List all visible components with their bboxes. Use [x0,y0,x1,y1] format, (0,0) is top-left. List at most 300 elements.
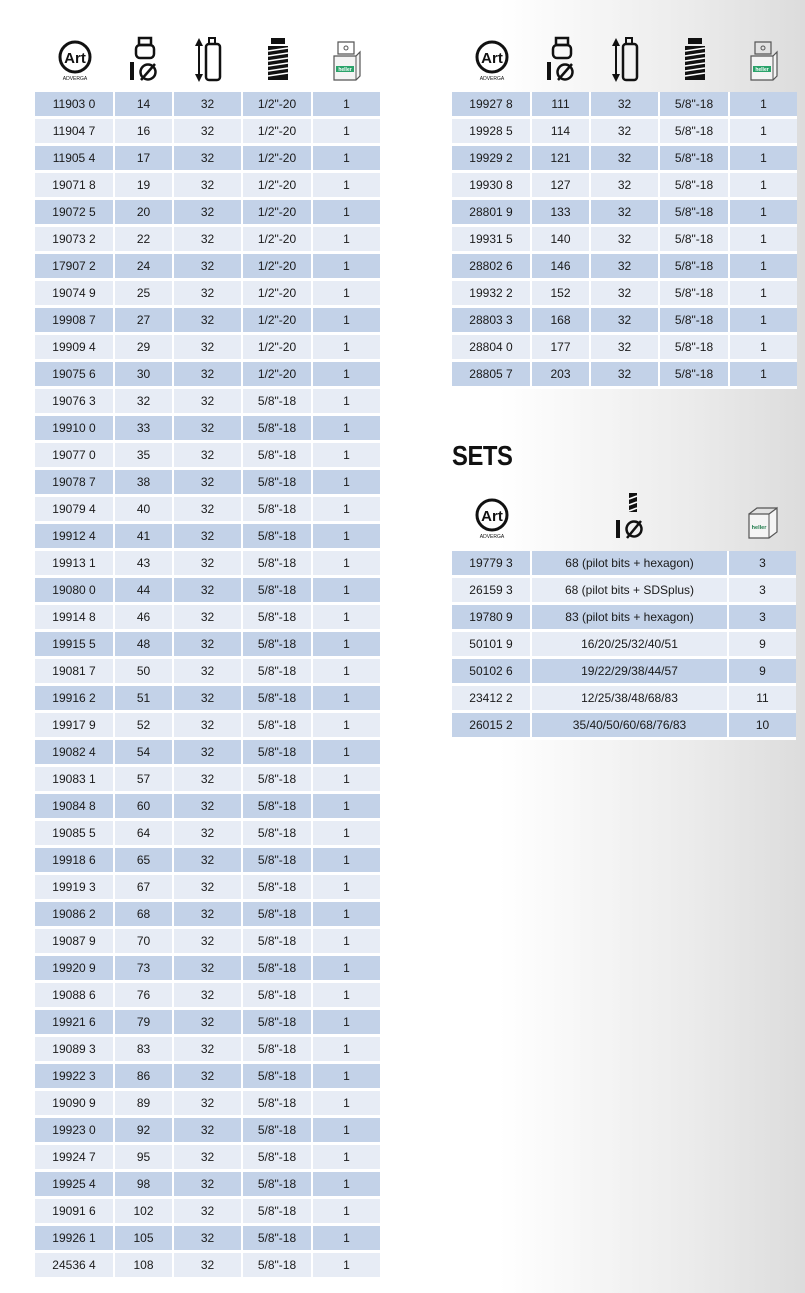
thread-cell: 1/2"-20 [243,146,313,173]
bit-diameter-icon [532,492,729,540]
table-row [35,632,380,659]
art-number-cell: 19074 9 [35,281,115,308]
length-cell: 32 [591,308,660,335]
table-row [35,1172,380,1199]
art-number-cell: 19076 3 [35,389,115,416]
thread-cell: 5/8"-18 [243,983,313,1010]
thread-cell: 5/8"-18 [243,902,313,929]
art-number-cell: 11904 7 [35,119,115,146]
art-number-cell: 19089 3 [35,1037,115,1064]
diameter-cell: 24 [115,254,174,281]
pack-quantity-cell: 11 [729,686,796,713]
length-cell: 32 [591,119,660,146]
table-row [35,956,380,983]
table-row [35,200,380,227]
thread-cell: 5/8"-18 [243,686,313,713]
art-number-cell: 19088 6 [35,983,115,1010]
pack-quantity-cell: 1 [313,632,380,659]
pack-quantity-icon [313,34,380,82]
table-row [35,902,380,929]
length-cell: 32 [174,416,243,443]
shank-diameter-icon [532,34,591,82]
pack-quantity-cell: 1 [313,497,380,524]
diameter-cell: 133 [532,200,591,227]
table-row [35,1226,380,1253]
art-number-cell: 28803 3 [452,308,532,335]
pack-quantity-cell: 1 [730,335,797,362]
thread-cell: 5/8"-18 [243,821,313,848]
length-cell: 32 [174,821,243,848]
diameter-cell: 108 [115,1253,174,1280]
right-product-table [452,92,797,389]
pack-quantity-cell: 1 [730,362,797,389]
diameter-cell: 114 [532,119,591,146]
length-cell: 32 [174,929,243,956]
length-cell: 32 [591,227,660,254]
pack-quantity-cell: 3 [729,551,796,578]
pack-quantity-cell: 1 [313,1118,380,1145]
pack-quantity-cell: 1 [730,281,797,308]
thread-cell: 5/8"-18 [660,335,730,362]
pack-quantity-icon [729,492,796,540]
diameter-cell: 111 [532,92,591,119]
pack-quantity-cell: 1 [313,146,380,173]
diameter-cell: 68 [115,902,174,929]
length-cell: 32 [174,227,243,254]
diameter-cell: 65 [115,848,174,875]
art-number-cell: 19923 0 [35,1118,115,1145]
diameter-cell: 79 [115,1010,174,1037]
thread-cell: 5/8"-18 [243,1253,313,1280]
diameter-cell: 25 [115,281,174,308]
pack-quantity-cell: 1 [313,281,380,308]
sets-table-header [452,492,796,540]
thread-cell: 1/2"-20 [243,173,313,200]
art-number-cell: 19086 2 [35,902,115,929]
table-row [452,632,796,659]
thread-cell: 1/2"-20 [243,335,313,362]
table-row [35,767,380,794]
table-row [35,794,380,821]
thread-cell: 5/8"-18 [243,659,313,686]
length-cell: 32 [591,254,660,281]
table-row [452,362,797,389]
table-row [452,551,796,578]
thread-cell: 5/8"-18 [243,1172,313,1199]
length-cell: 32 [174,281,243,308]
length-cell: 32 [591,146,660,173]
table-row [452,254,797,281]
pack-quantity-cell: 1 [313,848,380,875]
thread-cell: 1/2"-20 [243,308,313,335]
diameter-cell: 83 [115,1037,174,1064]
table-row [35,1037,380,1064]
length-cell: 32 [591,281,660,308]
pack-quantity-cell: 1 [313,119,380,146]
length-cell: 32 [174,1010,243,1037]
table-row [35,1010,380,1037]
art-number-cell: 19909 4 [35,335,115,362]
art-number-cell: 19913 1 [35,551,115,578]
pack-quantity-cell: 1 [313,1091,380,1118]
shank-diameter-icon [115,34,174,82]
diameter-cell: 33 [115,416,174,443]
pack-quantity-cell: 1 [313,578,380,605]
table-row [35,1091,380,1118]
thread-cell: 5/8"-18 [243,416,313,443]
length-cell: 32 [174,551,243,578]
table-row [35,605,380,632]
diameter-cell: 32 [115,389,174,416]
right-table-header [452,34,797,82]
diameter-cell: 43 [115,551,174,578]
diameter-cell: 57 [115,767,174,794]
pack-quantity-cell: 1 [730,227,797,254]
length-cell: 32 [174,146,243,173]
length-cell: 32 [174,308,243,335]
pack-quantity-cell: 1 [730,308,797,335]
diameter-cell: 35 [115,443,174,470]
table-row [35,929,380,956]
length-cell: 32 [174,335,243,362]
set-description-cell: 12/25/38/48/68/83 [532,686,729,713]
art-number-cell: 24536 4 [35,1253,115,1280]
art-number-cell: 19090 9 [35,1091,115,1118]
thread-cell: 5/8"-18 [243,794,313,821]
diameter-cell: 102 [115,1199,174,1226]
pack-quantity-cell: 1 [313,416,380,443]
table-row [35,173,380,200]
table-row [35,821,380,848]
svg-text:Art: Art [64,50,86,67]
thread-cell: 5/8"-18 [660,308,730,335]
table-row [35,1118,380,1145]
art-number-cell: 19919 3 [35,875,115,902]
pack-quantity-cell: 1 [313,767,380,794]
art-number-cell: 19930 8 [452,173,532,200]
thread-cell: 5/8"-18 [243,470,313,497]
table-row [35,524,380,551]
diameter-cell: 177 [532,335,591,362]
thread-icon [660,34,730,82]
art-number-cell: 19078 7 [35,470,115,497]
thread-cell: 5/8"-18 [243,632,313,659]
art-number-cell: 28804 0 [452,335,532,362]
table-row [35,740,380,767]
art-number-cell: 19091 6 [35,1199,115,1226]
diameter-cell: 44 [115,578,174,605]
table-row [35,254,380,281]
length-cell: 32 [174,605,243,632]
art-number-cell: 28801 9 [452,200,532,227]
art-number-cell: 19908 7 [35,308,115,335]
table-row [35,1253,380,1280]
table-row [35,686,380,713]
art-number-cell: 19084 8 [35,794,115,821]
art-number-cell: 19071 8 [35,173,115,200]
table-row [35,1064,380,1091]
thread-cell: 1/2"-20 [243,227,313,254]
pack-quantity-cell: 1 [730,254,797,281]
length-cell: 32 [174,1091,243,1118]
thread-cell: 5/8"-18 [660,227,730,254]
diameter-cell: 17 [115,146,174,173]
art-number-cell: 26159 3 [452,578,532,605]
thread-cell: 5/8"-18 [243,551,313,578]
pack-quantity-cell: 1 [313,1253,380,1280]
length-cell: 32 [174,173,243,200]
diameter-cell: 89 [115,1091,174,1118]
art-number-cell: 19926 1 [35,1226,115,1253]
length-cell: 32 [174,740,243,767]
thread-cell: 5/8"-18 [660,254,730,281]
thread-cell: 5/8"-18 [243,956,313,983]
table-row [452,227,797,254]
art-number-cell: 19077 0 [35,443,115,470]
table-row [452,605,796,632]
table-row [35,389,380,416]
pack-quantity-cell: 3 [729,605,796,632]
pack-quantity-cell: 1 [313,92,380,119]
length-cell: 32 [174,713,243,740]
thread-cell: 5/8"-18 [243,1064,313,1091]
thread-cell: 5/8"-18 [243,713,313,740]
diameter-cell: 76 [115,983,174,1010]
length-cell: 32 [174,686,243,713]
art-number-cell: 28805 7 [452,362,532,389]
sets-heading: SETS [452,440,513,471]
length-cell: 32 [174,578,243,605]
table-row [35,92,380,119]
table-row [452,686,796,713]
table-row [35,497,380,524]
thread-cell: 1/2"-20 [243,200,313,227]
art-number-cell: 19914 8 [35,605,115,632]
thread-cell: 5/8"-18 [660,200,730,227]
diameter-cell: 146 [532,254,591,281]
table-row [452,92,797,119]
art-number-cell: 23412 2 [452,686,532,713]
diameter-cell: 67 [115,875,174,902]
pack-quantity-cell: 3 [729,578,796,605]
thread-cell: 5/8"-18 [243,497,313,524]
art-number-cell: 19928 5 [452,119,532,146]
diameter-cell: 127 [532,173,591,200]
diameter-cell: 70 [115,929,174,956]
thread-cell: 5/8"-18 [243,389,313,416]
length-cell: 32 [591,92,660,119]
table-row [452,713,796,740]
table-row [35,875,380,902]
thread-icon [243,34,313,82]
length-cell: 32 [174,794,243,821]
thread-cell: 5/8"-18 [243,1037,313,1064]
art-number-cell: 19081 7 [35,659,115,686]
pack-quantity-cell: 1 [730,146,797,173]
diameter-cell: 152 [532,281,591,308]
svg-text:heller: heller [337,67,352,73]
pack-quantity-icon [730,34,797,82]
art-number-cell: 19912 4 [35,524,115,551]
thread-cell: 5/8"-18 [243,1010,313,1037]
thread-cell: 5/8"-18 [243,740,313,767]
diameter-cell: 60 [115,794,174,821]
art-number-cell: 19083 1 [35,767,115,794]
length-cell: 32 [591,173,660,200]
diameter-cell: 27 [115,308,174,335]
art-number-cell: 19922 3 [35,1064,115,1091]
pack-quantity-cell: 1 [313,335,380,362]
diameter-cell: 54 [115,740,174,767]
art-number-cell: 19921 6 [35,1010,115,1037]
art-number-icon [452,492,532,540]
set-description-cell: 35/40/50/60/68/76/83 [532,713,729,740]
length-cell: 32 [174,1253,243,1280]
art-number-cell: 19779 3 [452,551,532,578]
thread-cell: 1/2"-20 [243,119,313,146]
art-number-cell: 19925 4 [35,1172,115,1199]
art-number-cell: 19915 5 [35,632,115,659]
svg-text:Art: Art [481,508,503,525]
art-number-cell: 19087 9 [35,929,115,956]
art-number-cell: 19924 7 [35,1145,115,1172]
diameter-cell: 73 [115,956,174,983]
table-row [35,119,380,146]
thread-cell: 1/2"-20 [243,281,313,308]
set-description-cell: 19/22/29/38/44/57 [532,659,729,686]
thread-cell: 5/8"-18 [660,173,730,200]
length-cell: 32 [174,767,243,794]
art-number-cell: 11905 4 [35,146,115,173]
thread-cell: 5/8"-18 [243,929,313,956]
length-cell: 32 [174,956,243,983]
diameter-cell: 46 [115,605,174,632]
table-row [452,659,796,686]
length-cell: 32 [174,362,243,389]
table-row [35,443,380,470]
length-cell: 32 [174,1199,243,1226]
thread-cell: 5/8"-18 [243,848,313,875]
pack-quantity-cell: 1 [313,1010,380,1037]
table-row [35,335,380,362]
pack-quantity-cell: 10 [729,713,796,740]
art-number-cell: 50101 9 [452,632,532,659]
art-number-cell: 19079 4 [35,497,115,524]
length-cell: 32 [591,335,660,362]
pack-quantity-cell: 1 [313,929,380,956]
pack-quantity-cell: 1 [313,821,380,848]
length-cell: 32 [174,1226,243,1253]
length-cell: 32 [174,659,243,686]
table-row [452,308,797,335]
table-row [35,848,380,875]
pack-quantity-cell: 1 [313,956,380,983]
length-cell: 32 [174,497,243,524]
svg-text:Art: Art [481,50,503,67]
svg-text:ADVERGA: ADVERGA [479,76,505,82]
pack-quantity-cell: 9 [729,632,796,659]
table-row [35,146,380,173]
thread-cell: 5/8"-18 [243,1091,313,1118]
length-cell: 32 [591,200,660,227]
diameter-cell: 48 [115,632,174,659]
thread-cell: 5/8"-18 [660,92,730,119]
length-cell: 32 [174,470,243,497]
art-number-cell: 19931 5 [452,227,532,254]
pack-quantity-cell: 1 [313,1145,380,1172]
thread-cell: 5/8"-18 [243,767,313,794]
thread-cell: 5/8"-18 [243,578,313,605]
diameter-cell: 203 [532,362,591,389]
diameter-cell: 64 [115,821,174,848]
table-row [452,281,797,308]
thread-cell: 5/8"-18 [243,1145,313,1172]
length-cell: 32 [591,362,660,389]
art-number-cell: 19929 2 [452,146,532,173]
thread-cell: 5/8"-18 [243,875,313,902]
art-number-cell: 11903 0 [35,92,115,119]
length-cell: 32 [174,200,243,227]
length-cell: 32 [174,1037,243,1064]
art-number-cell: 19780 9 [452,605,532,632]
art-number-cell: 19917 9 [35,713,115,740]
table-row [35,659,380,686]
diameter-cell: 168 [532,308,591,335]
left-product-table [35,92,380,1280]
thread-cell: 5/8"-18 [660,362,730,389]
art-number-cell: 19918 6 [35,848,115,875]
diameter-cell: 105 [115,1226,174,1253]
pack-quantity-cell: 1 [730,200,797,227]
thread-cell: 5/8"-18 [243,605,313,632]
table-row [35,983,380,1010]
svg-text:ADVERGA: ADVERGA [479,534,505,540]
diameter-cell: 19 [115,173,174,200]
diameter-cell: 98 [115,1172,174,1199]
table-row [35,281,380,308]
thread-cell: 5/8"-18 [660,119,730,146]
art-number-cell: 26015 2 [452,713,532,740]
pack-quantity-cell: 1 [313,1064,380,1091]
pack-quantity-cell: 1 [313,308,380,335]
art-number-cell: 19916 2 [35,686,115,713]
thread-cell: 1/2"-20 [243,92,313,119]
table-row [452,200,797,227]
length-cell: 32 [174,254,243,281]
length-cell: 32 [174,119,243,146]
length-cell: 32 [174,1172,243,1199]
length-cell: 32 [174,1118,243,1145]
art-number-cell: 19932 2 [452,281,532,308]
table-row [452,119,797,146]
table-row [35,227,380,254]
svg-text:heller: heller [751,525,766,531]
thread-cell: 5/8"-18 [243,1118,313,1145]
set-description-cell: 68 (pilot bits + hexagon) [532,551,729,578]
art-number-cell: 19927 8 [452,92,532,119]
length-cell: 32 [174,1145,243,1172]
pack-quantity-cell: 1 [313,1199,380,1226]
thread-cell: 5/8"-18 [660,281,730,308]
diameter-cell: 86 [115,1064,174,1091]
pack-quantity-cell: 1 [313,983,380,1010]
art-number-cell: 19910 0 [35,416,115,443]
thread-cell: 5/8"-18 [243,1226,313,1253]
table-row [35,362,380,389]
art-number-cell: 19085 5 [35,821,115,848]
diameter-cell: 38 [115,470,174,497]
table-row [35,416,380,443]
